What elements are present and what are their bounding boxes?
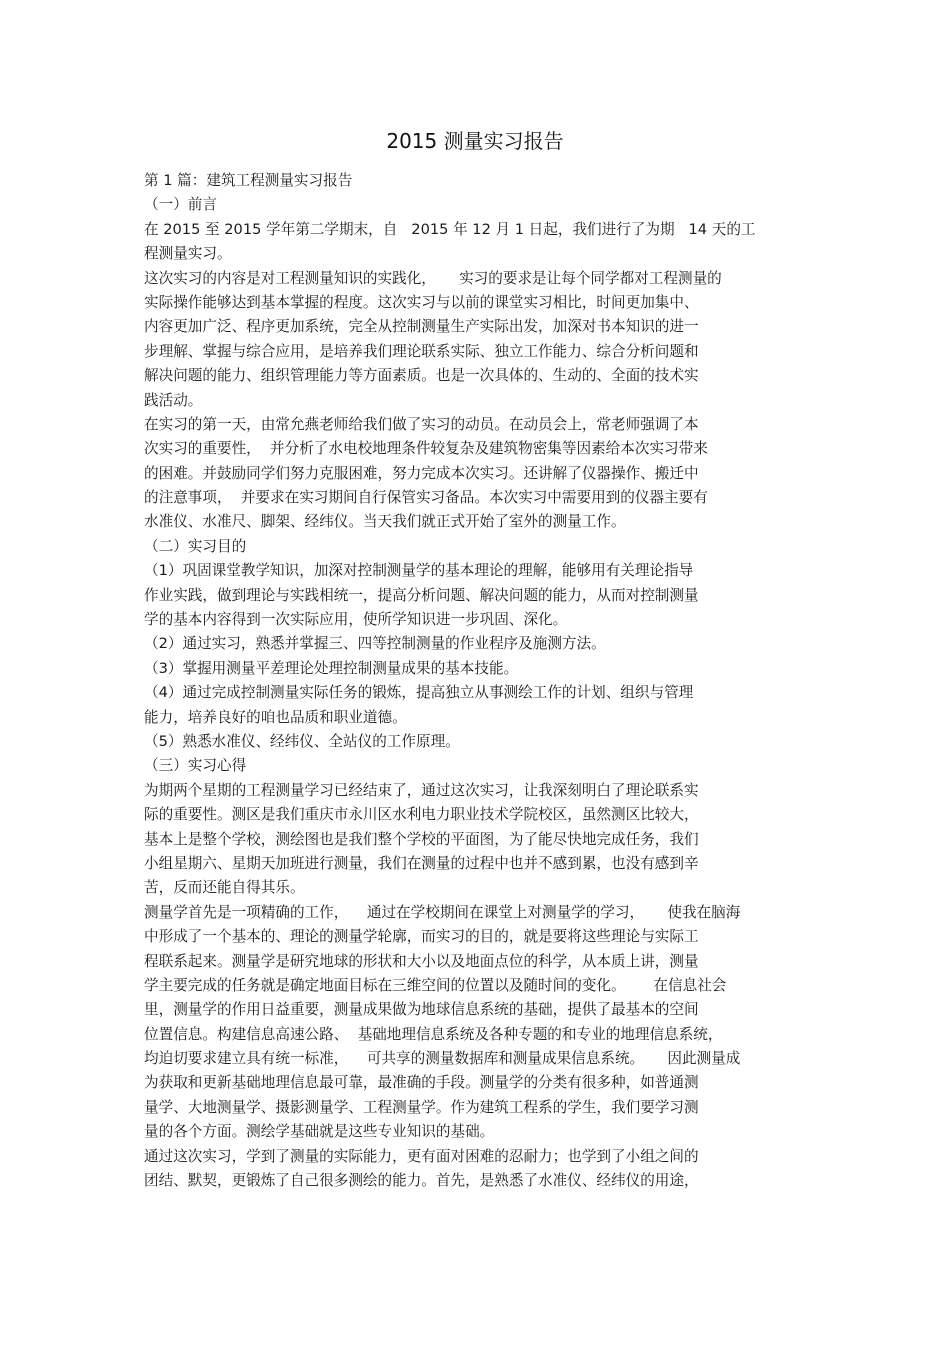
text-line: 通过这次实习，学到了测量的实际能力，更有面对困难的忍耐力；也学到了小组之间的: [144, 1147, 699, 1165]
text-line: （5）熟悉水准仪、经纬仪、全站仪的工作原理。: [144, 732, 460, 750]
text-line: 的注意事项， 并要求在实习期间自行保管实习备品。本次实习中需要用到的仪器主要有: [144, 489, 708, 507]
text-line: 第 1 篇：建筑工程测量实习报告: [144, 172, 353, 189]
text-line: 水准仪、水准尺、脚架、经纬仪。当天我们就正式开始了室外的测量工作。: [144, 513, 626, 531]
text-line: 步理解、掌握与综合应用，是培养我们理论联系实际、独立工作能力、综合分析问题和: [144, 342, 699, 360]
text-line: 的困难。并鼓励同学们努力克服困难，努力完成本次实习。还讲解了仪器操作、搬迁中: [144, 464, 699, 482]
text-line: 位置信息。构建信息高速公路、 基础地理信息系统及各种专题的和专业的地理信息系统，: [144, 1025, 723, 1043]
text-line: 量的各个方面。测绘学基础就是这些专业知识的基础。: [144, 1123, 495, 1141]
text-line: 内容更加广泛、程序更加系统，完全从控制测量生产实际出发，加深对书本知识的进一: [144, 318, 699, 336]
text-line: 践活动。: [144, 391, 203, 409]
text-line: 基本上是整个学校，测绘图也是我们整个学校的平面图，为了能尽快地完成任务，我们: [144, 830, 699, 848]
text-line: 这次实习的内容是对工程测量知识的实践化， 实习的要求是让每个同学都对工程测量的: [144, 269, 722, 287]
text-line: 程联系起来。测量学是研究地球的形状和大小以及地面点位的科学，从本质上讲，测量: [144, 952, 699, 970]
document-body: [144, 169, 804, 1193]
text-line: 程测量实习。: [144, 245, 232, 263]
text-line: 为获取和更新基础地理信息最可靠，最准确的手段。测量学的分类有很多种，如普通测: [144, 1074, 699, 1092]
text-line: 学主要完成的任务就是确定地面目标在三维空间的位置以及随时间的变化。 在信息社会: [144, 976, 727, 994]
text-line: 际的重要性。测区是我们重庆市永川区水利电力职业技术学院校区，虽然测区比较大，: [144, 806, 699, 824]
text-line: 实际操作能够达到基本掌握的程度。这次实习与以前的课堂实习相比，时间更加集中、: [144, 293, 699, 311]
text-line: （3）掌握用测量平差理论处理控制测量成果的基本技能。: [144, 659, 519, 677]
text-line: 次实习的重要性， 并分析了水电校地理条件较复杂及建筑物密集等因素给本次实习带来: [144, 440, 708, 458]
text-line: 里，测量学的作用日益重要，测量成果做为地球信息系统的基础，提供了最基本的空间: [144, 1001, 699, 1019]
text-line: 解决问题的能力、组织管理能力等方面素质。也是一次具体的、生动的、全面的技术实: [144, 367, 699, 385]
text-line: 为期两个星期的工程测量学习已经结束了，通过这次实习，让我深刻明白了理论联系实: [144, 781, 699, 799]
text-line: （三）实习心得: [144, 757, 247, 775]
document-title: 2015 测量实习报告: [386, 129, 564, 153]
text-line: 小组星期六、星期天加班进行测量，我们在测量的过程中也并不感到累，也没有感到辛: [144, 854, 699, 872]
text-line: 中形成了一个基本的、理论的测量学轮廓，而实习的目的，就是要将这些理论与实际工: [144, 928, 699, 946]
text-line: 能力，培养良好的咱也品质和职业道德。: [144, 708, 407, 726]
text-line: （4）通过完成控制测量实际任务的锻炼，提高独立从事测绘工作的计划、组织与管理: [144, 684, 694, 702]
text-line: 学的基本内容得到一次实际应用，使所学知识进一步巩固、深化。: [144, 611, 568, 629]
text-line: （一）前言: [144, 196, 217, 214]
text-line: （二）实习目的: [144, 537, 247, 555]
text-line: 测量学首先是一项精确的工作， 通过在学校期间在课堂上对测量学的学习， 使我在脑海: [144, 903, 741, 921]
text-line: 苦，反而还能自得其乐。: [144, 879, 305, 897]
text-line: 作业实践，做到理论与实践相统一，提高分析问题、解决问题的能力，从而对控制测量: [144, 586, 699, 604]
text-line: 在 2015 至 2015 学年第二学期末，自 2015 年 12 月 1 日起，我们进行了为期 14 天的工: [144, 220, 756, 238]
text-line: 在实习的第一天，由常允燕老师给我们做了实习的动员。在动员会上，常老师强调了本: [144, 415, 699, 433]
text-line: 量学、大地测量学、摄影测量学、工程测量学。作为建筑工程系的学生，我们要学习测: [144, 1098, 699, 1116]
text-line: （1）巩固课堂教学知识，加深对控制测量学的基本理论的理解，能够用有关理论指导: [144, 562, 694, 580]
text-line: 均迫切要求建立具有统一标准， 可共享的测量数据库和测量成果信息系统。 因此测量成: [144, 1050, 741, 1068]
text-line: （2）通过实习，熟悉并掌握三、四等控制测量的作业程序及施测方法。: [144, 635, 606, 653]
text-line: 团结、默契，更锻炼了自己很多测绘的能力。首先，是熟悉了水准仪、经纬仪的用途，: [144, 1172, 699, 1190]
